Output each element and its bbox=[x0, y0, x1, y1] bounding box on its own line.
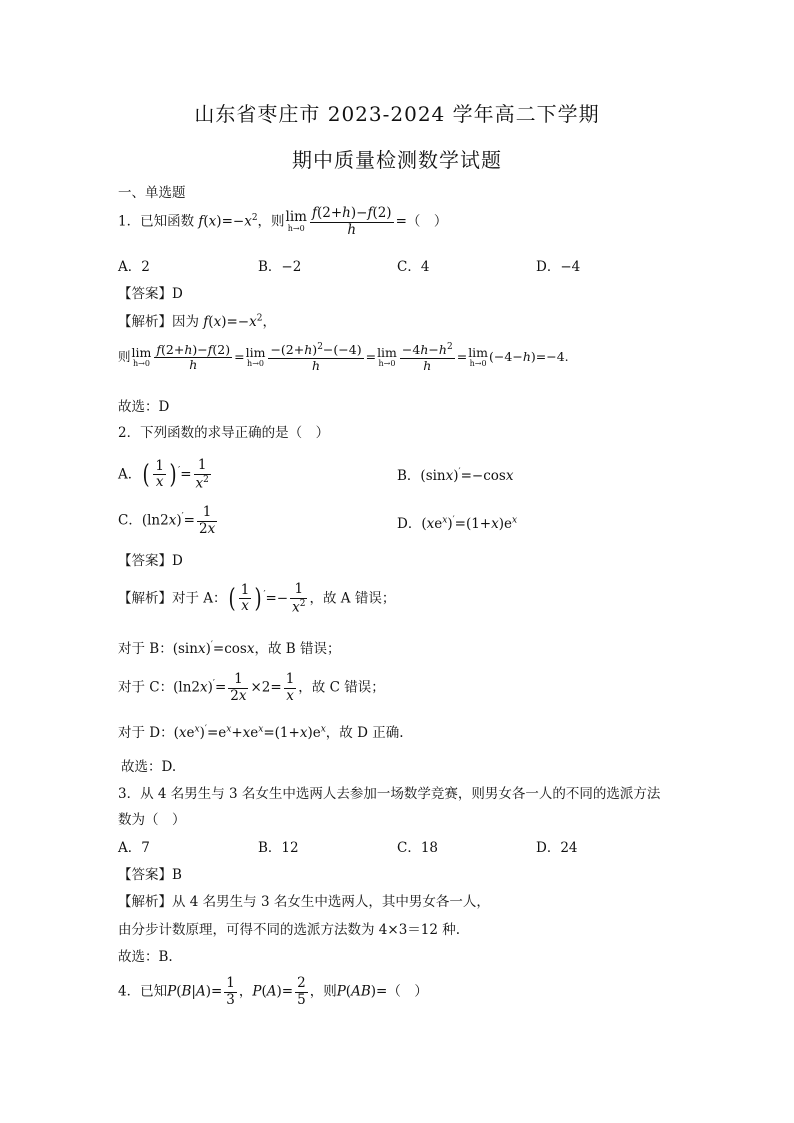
fraction: $\frac{f(2+h)-f(2)}{h}$ bbox=[311, 205, 392, 238]
question-4-stem: 4．已知P(B|A)= $\frac{1}{3}$ ，P(A)= $\frac{2}{5}$ ，则P(AB)=（ ） bbox=[118, 975, 428, 1008]
question-1-prefix: 已知函数 bbox=[140, 213, 195, 230]
analysis-line: 对于 B：(sinx)′=cosx，故 B 错误； bbox=[118, 640, 341, 657]
option-label: A． bbox=[118, 466, 142, 483]
question-3-stem bbox=[118, 782, 660, 802]
question-4-text: ， bbox=[238, 983, 253, 1000]
analysis-line: 【解析】因为 $f(x)=-x^2$， bbox=[118, 313, 276, 330]
question-4-text: 已知 bbox=[140, 983, 168, 1000]
document-title-line2: 期中质量检测数学试题 bbox=[292, 148, 502, 172]
option-b: B．(sinx)′=−cosx bbox=[397, 467, 514, 484]
analysis-text: 从 4 名男生与 3 名女生中选两人，其中男女各一人， bbox=[172, 894, 490, 910]
option-b: B．−2 bbox=[258, 259, 302, 275]
question-3-stem-cont: 数为（ ） bbox=[118, 812, 186, 828]
analysis-text: ，故 D 正确. bbox=[325, 725, 404, 741]
question-number: 1． bbox=[118, 213, 141, 230]
option-d: D．−4 bbox=[536, 259, 581, 275]
analysis-label: 【解析】 bbox=[118, 590, 172, 607]
analysis-text: 对于 D： bbox=[118, 725, 174, 741]
answer-label: 【答案】B bbox=[118, 867, 182, 883]
option-a: A．2 bbox=[118, 259, 150, 275]
answer-label: 【答案】D bbox=[118, 286, 183, 302]
option-c: C．(ln2x)′= $\frac{1}{2x}$ bbox=[118, 504, 216, 537]
conclusion: 故选：B. bbox=[118, 949, 173, 965]
analysis-label: 【解析】 bbox=[118, 314, 172, 330]
option-label: B． bbox=[397, 468, 421, 484]
limit-symbol: lim h→0 bbox=[285, 209, 307, 233]
question-1-stem: 1．已知函数 $f(x)=-x^2$，则lim h→0 $\frac{f(2+h)-f(2)}{h}$ =（ ） bbox=[118, 205, 448, 238]
section-heading: 一、单选题 bbox=[118, 185, 186, 201]
option-a: A．( $\frac{1}{x}$ ) ′= $\frac{1}{x^2}$ bbox=[118, 457, 209, 492]
option-c: C．4 bbox=[397, 259, 430, 275]
analysis-line: 对于 C：(ln2x)′= $\frac{1}{2x}$ ×2= $\frac{1}{x}$ ，故 C 错误； bbox=[118, 671, 385, 704]
option-c: C．18 bbox=[397, 840, 439, 856]
question-2-text: 下列函数的求导正确的是（ ） bbox=[140, 425, 330, 441]
question-1-mid: ，则 bbox=[257, 213, 285, 230]
analysis-line bbox=[118, 890, 490, 910]
analysis-line: 【解析】对于 A：( $\frac{1}{x}$ ) ′=− $\frac{1}{x^2}$ ，故 A 错误； bbox=[118, 581, 396, 616]
analysis-text: 则 bbox=[118, 348, 131, 364]
document-title-line1: 山东省枣庄市 2023-2024 学年高二下学期 bbox=[194, 102, 600, 126]
option-label: D． bbox=[397, 516, 422, 532]
analysis-text: 对于 B： bbox=[118, 641, 173, 657]
analysis-line: 由分步计数原理，可得不同的选派方法数为 4×3＝12 种. bbox=[118, 922, 461, 938]
option-b: B．12 bbox=[258, 840, 299, 856]
analysis-label: 【解析】 bbox=[118, 894, 172, 910]
analysis-text: ，故 A 错误； bbox=[309, 590, 396, 607]
question-4-text: ，则 bbox=[309, 983, 337, 1000]
question-4-blank: =（ ） bbox=[376, 983, 428, 1000]
option-d: D．24 bbox=[536, 840, 578, 856]
analysis-derivation: 则lim h→0 $\frac{f(2+h)-f(2)}{h}$ =lim h→0 $\frac{-(2+h)^2-(-4)}{h}$ =lim h→0 $\frac{-4h-h^2}{h}$ =lim h→0 (−4−h)=−4. bbox=[118, 341, 569, 373]
question-number: 4． bbox=[118, 983, 141, 1000]
analysis-text: 对于 A： bbox=[172, 590, 227, 607]
question-3-text: 从 4 名男生与 3 名女生中选两人去参加一场数学竞赛，则男女各一人的不同的选派方法 bbox=[140, 786, 661, 802]
conclusion: 故选：D bbox=[118, 399, 170, 415]
conclusion: 故选：D. bbox=[121, 759, 177, 775]
question-2-stem bbox=[118, 421, 329, 441]
question-number: 3． bbox=[118, 786, 141, 802]
option-label: C． bbox=[118, 512, 142, 529]
question-1-blank: =（ ） bbox=[395, 213, 448, 230]
analysis-text: ，故 C 错误； bbox=[298, 679, 385, 696]
analysis-line: 对于 D：$(xe^x)'=e^x+xe^x=(1+x)e^x$，故 D 正确. bbox=[118, 724, 404, 741]
answer-label: 【答案】D bbox=[118, 553, 183, 569]
analysis-text: ，故 B 错误； bbox=[254, 641, 341, 657]
question-number: 2． bbox=[118, 425, 141, 441]
option-d: D．$(xe^x)'=(1+x)e^x$ bbox=[397, 515, 518, 532]
analysis-text: 对于 C： bbox=[118, 679, 174, 696]
analysis-text: 因为 bbox=[172, 314, 199, 330]
option-a: A．7 bbox=[118, 840, 150, 856]
